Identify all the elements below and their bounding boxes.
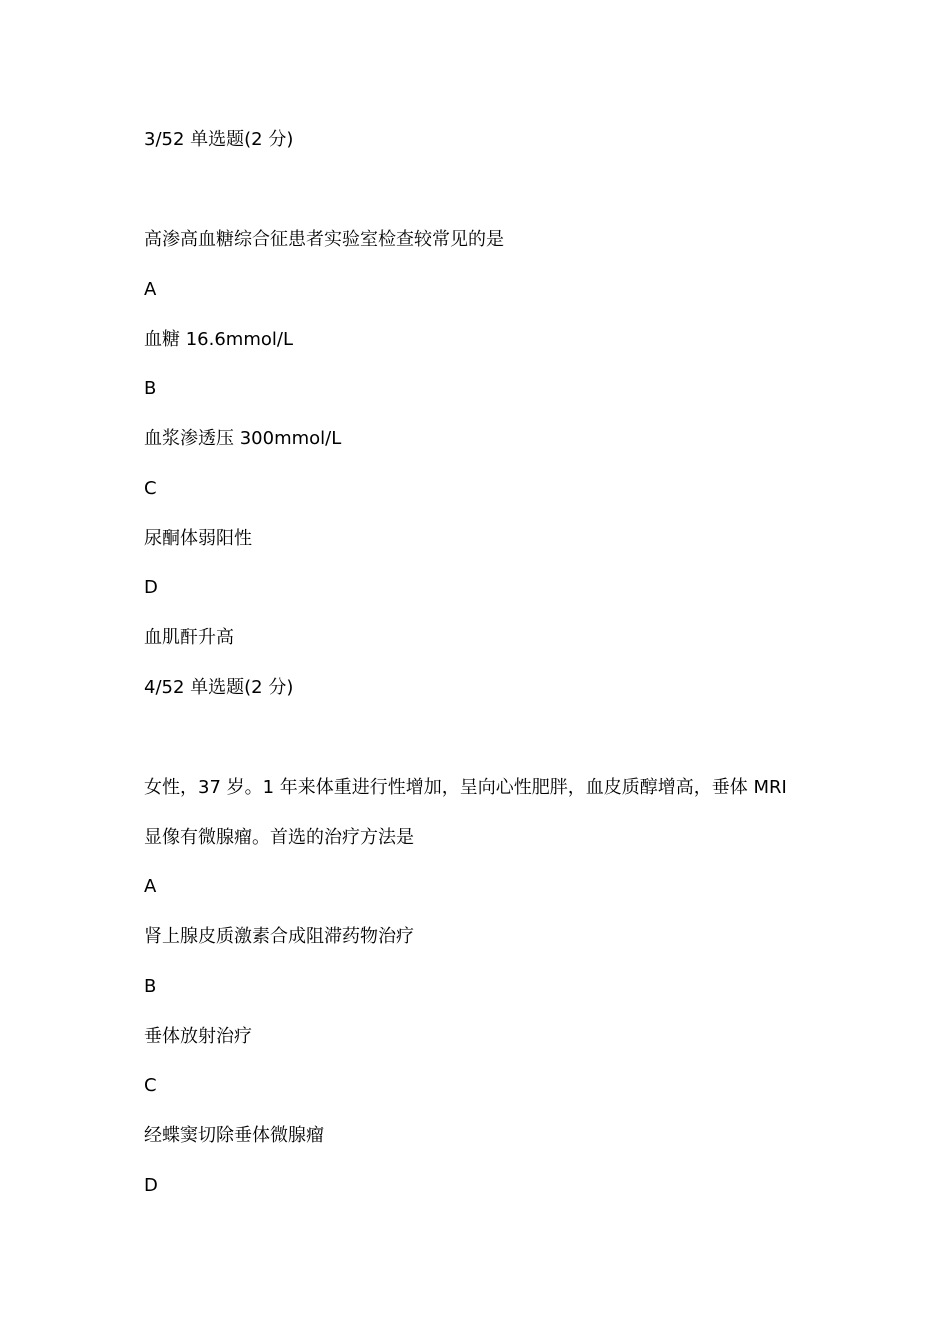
question-4-option-c-text: 经蝶窦切除垂体微腺瘤 <box>144 1125 324 1146</box>
question-4-option-b-letter: B <box>144 976 157 997</box>
question-4-stem-line-1: 女性，37 岁。1 年来体重进行性增加，呈向心性肥胖，血皮质醇增高，垂体 MRI <box>144 777 787 798</box>
question-4-stem-line-2: 显像有微腺瘤。首选的治疗方法是 <box>144 827 414 848</box>
question-4-option-a-text: 肾上腺皮质激素合成阻滞药物治疗 <box>144 926 414 947</box>
question-3-option-c-text: 尿酮体弱阳性 <box>144 528 252 549</box>
question-3-option-d-text: 血肌酐升高 <box>144 627 234 648</box>
question-3-header: 3/52 单选题(2 分) <box>144 129 294 150</box>
question-3-stem: 高渗高血糖综合征患者实验室检查较常见的是 <box>144 229 504 250</box>
question-3-option-d-letter: D <box>144 577 158 598</box>
question-3-option-a-text: 血糖 16.6mmol/L <box>144 329 293 350</box>
question-3-option-b-text: 血浆渗透压 300mmol/L <box>144 428 342 449</box>
question-3-option-c-letter: C <box>144 478 157 499</box>
question-4-option-c-letter: C <box>144 1075 157 1096</box>
question-4-header: 4/52 单选题(2 分) <box>144 677 294 698</box>
question-4-option-d-letter: D <box>144 1175 158 1196</box>
question-3-option-a-letter: A <box>144 279 157 300</box>
question-4-option-a-letter: A <box>144 876 157 897</box>
question-4-option-b-text: 垂体放射治疗 <box>144 1026 252 1047</box>
question-3-option-b-letter: B <box>144 378 157 399</box>
